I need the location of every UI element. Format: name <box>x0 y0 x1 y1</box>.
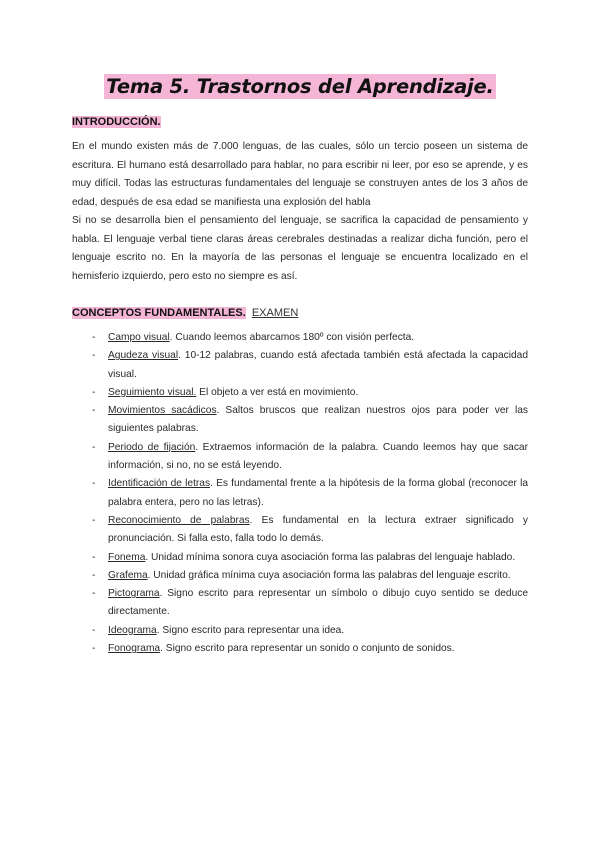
concept-term: Identificación de letras <box>108 478 211 490</box>
concept-term: Periodo de fijación <box>108 441 196 453</box>
concept-term: Reconocimiento de palabras <box>108 514 250 526</box>
concepts-heading: CONCEPTOS FUNDAMENTALES. <box>72 307 246 319</box>
bullet-dash: - <box>92 551 96 563</box>
concept-definition: . Cuando leemos abarcamos 180º con visión perfecta. <box>169 332 415 343</box>
concept-term: Ideograma <box>108 624 157 636</box>
bullet-dash: - <box>92 441 96 453</box>
concept-definition: . Es fundamental frente a la hipótesis de la forma global (reconocer la palabra entera, pero no las letras). <box>108 478 528 508</box>
page-title: Tema 5. Trastornos del Aprendizaje. <box>106 75 494 98</box>
concept-definition: El objeto a ver está en movimiento. <box>196 386 359 398</box>
concept-definition: . Signo escrito para representar una idea. <box>156 624 345 636</box>
intro-paragraph-1: En el mundo existen más de 7.000 lenguas, de las cuales, sólo un tercio poseen un sistema de escritura. El humano está desarrollado para hablar, no para escribir ni leer, por eso se aprende, y es muy difícil. Todas las estructuras fundamentales del lenguaje se construyen antes de los 3 años de edad, después de esa edad se manifiesta una explosión del habla <box>72 141 528 208</box>
bullet-dash: - <box>92 350 96 362</box>
bullet-dash: - <box>92 514 96 526</box>
list-item <box>72 384 528 402</box>
intro-body <box>72 138 528 286</box>
intro-paragraph-2: Si no se desarrolla bien el pensamiento del lenguaje, se sacrifica la capacidad de pensamiento y habla. El lenguaje verbal tiene claras áreas cerebrales destinadas a realizar dicha función, pero el lenguaje escrito no. En la mayoría de las personas el lenguaje se encuentra localizado en el hemisferio izquierdo, pero esto no siempre es así. <box>72 215 528 282</box>
bullet-dash: - <box>92 405 96 417</box>
concept-term: Campo visual <box>108 332 170 343</box>
list-item <box>72 549 528 567</box>
list-item <box>72 329 528 347</box>
list-item <box>72 567 528 585</box>
concepts-list <box>72 329 528 658</box>
intro-heading-row <box>72 115 528 130</box>
concept-term: Agudeza visual <box>108 350 179 362</box>
bullet-dash: - <box>92 386 96 398</box>
bullet-dash: - <box>92 624 96 636</box>
concept-definition: . Extraemos información de la palabra. Cuando leemos hay que sacar información, si no, no se está leyendo. <box>108 441 528 472</box>
concept-term: Pictograma <box>108 588 160 600</box>
bullet-dash: - <box>92 332 96 343</box>
concept-term: Fonema <box>108 551 146 563</box>
concept-definition: . 10-12 palabras, cuando está afectada también está afectada la capacidad visual. <box>108 350 528 380</box>
concept-definition: . Es fundamental en la lectura extraer significado y pronunciación. Si falla esto, falla todo lo demás. <box>108 514 528 545</box>
list-item <box>72 622 528 640</box>
concept-term: Movimientos sacádicos <box>108 405 217 417</box>
bullet-dash: - <box>92 643 96 655</box>
title-container <box>72 0 528 99</box>
concept-term: Fonograma <box>108 643 161 655</box>
list-item <box>72 585 528 622</box>
list-item <box>72 640 528 658</box>
concept-definition: . Saltos bruscos que realizan nuestros ojos para poder ver las siguientes palabras. <box>108 405 528 435</box>
list-item <box>72 439 528 476</box>
bullet-dash: - <box>92 478 96 490</box>
concept-definition: . Signo escrito para representar un sonido o conjunto de sonidos. <box>160 643 455 655</box>
list-item <box>72 402 528 439</box>
list-item <box>72 347 528 384</box>
list-item <box>72 475 528 512</box>
concepts-heading-row <box>72 306 528 321</box>
concept-definition: . Unidad gráfica mínima cuya asociación forma las palabras del lenguaje escrito. <box>147 569 511 581</box>
bullet-dash: - <box>92 588 96 600</box>
exam-tag: EXAMEN <box>251 307 299 319</box>
concept-term: Seguimiento visual. <box>108 386 197 398</box>
concept-definition: . Signo escrito para representar un símbolo o dibujo cuyo sentido se deduce directamente. <box>108 588 528 618</box>
bullet-dash: - <box>92 569 96 581</box>
list-item <box>72 512 528 549</box>
intro-heading: INTRODUCCIÓN. <box>72 116 161 128</box>
concept-term: Grafema <box>108 569 148 581</box>
concept-definition: . Unidad mínima sonora cuya asociación forma las palabras del lenguaje hablado. <box>145 551 516 563</box>
